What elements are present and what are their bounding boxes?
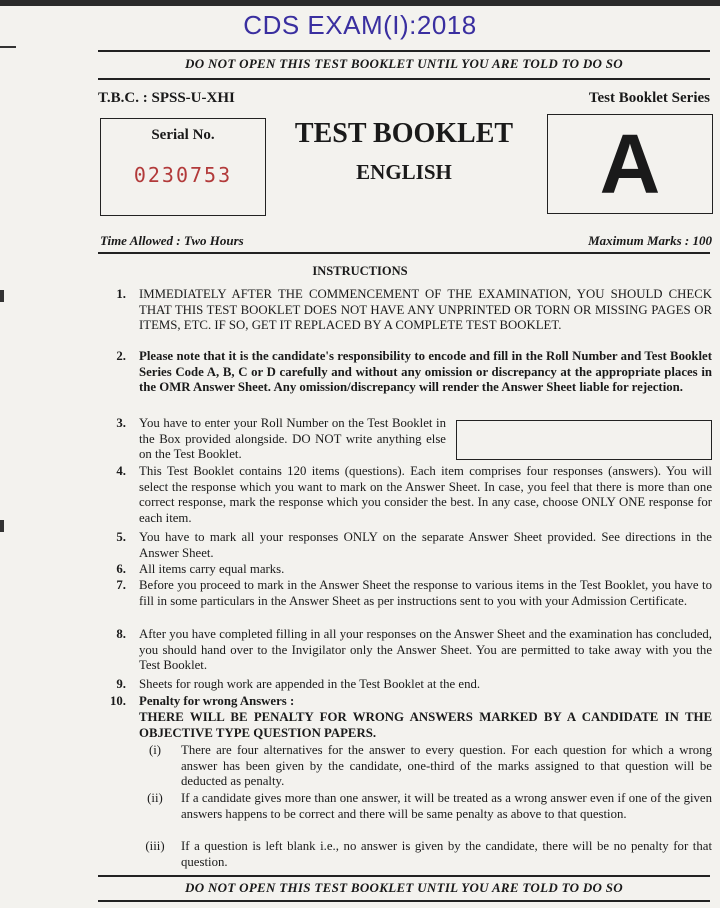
instruction-item xyxy=(98,578,712,626)
item-number: 6. xyxy=(116,562,126,576)
serial-number: 0230753 xyxy=(133,163,233,187)
series-box xyxy=(547,114,713,214)
rule-text: If a question is left blank i.e., no answer is given by the candidate, there will be no penalty for that question. xyxy=(181,839,712,869)
divider xyxy=(98,252,710,254)
divider xyxy=(98,875,710,877)
instruction-item xyxy=(98,677,712,693)
tbc-code: T.B.C. : SPSS-U-XHI xyxy=(98,90,235,106)
serial-box xyxy=(100,118,266,216)
rule-number: (ii) xyxy=(147,791,163,805)
divider xyxy=(98,900,710,902)
rule-number: (iii) xyxy=(145,839,165,853)
serial-label: Serial No. xyxy=(151,127,215,143)
time-allowed: Time Allowed : Two Hours xyxy=(100,233,244,248)
top-warning: DO NOT OPEN THIS TEST BOOKLET UNTIL YOU ARE TOLD TO DO SO xyxy=(185,56,623,71)
item-number: 1. xyxy=(116,287,126,301)
item-number: 2. xyxy=(116,349,126,363)
item-text: You have to enter your Roll Number on the Test Booklet in the Box provided alongside. DO NOT write anything else on the Test Booklet. xyxy=(139,416,446,462)
item-number: 8. xyxy=(116,627,126,641)
instruction-item xyxy=(98,694,712,710)
item-text: Please note that it is the candidate's responsibility to encode and fill in the Roll Number and Test Booklet Series Code A, B, C or D carefully and without any omission or discrepancy at the appropriate places in the OMR Answer Sheet. Any omission/discrepancy will render the Answer Sheet liable for rejection. xyxy=(139,349,712,395)
item-text: You have to mark all your responses ONLY on the separate Answer Sheet provided. See directions in the Answer Sheet. xyxy=(139,530,712,560)
item-text: Before you proceed to mark in the Answer Sheet the response to various items in the Test Booklet, you have to fill in some particulars in the Answer Sheet as per instructions sent to you with your Admission Certificate. xyxy=(139,578,712,608)
penalty-rule xyxy=(139,743,712,791)
margin-mark xyxy=(0,520,4,532)
item-number: 7. xyxy=(116,578,126,592)
rule-text: There are four alternatives for the answer to every question. For each question for which a wrong answer has been given by the candidate, one-third of the marks assigned to that question will be deducted as penalty. xyxy=(181,743,712,789)
margin-mark xyxy=(0,46,16,48)
scan-edge xyxy=(0,0,720,6)
item-text: IMMEDIATELY AFTER THE COMMENCEMENT OF THE EXAMINATION, YOU SHOULD CHECK THAT THIS TEST BOOKLET DOES NOT HAVE ANY UNPRINTED OR TORN OR MISSING PAGES OR ITEMS, ETC. IF SO, GET IT REPLACED BY A COMPLETE TEST BOOKLET. xyxy=(139,287,712,333)
instructions-heading: INSTRUCTIONS xyxy=(312,264,408,278)
bottom-warning: DO NOT OPEN THIS TEST BOOKLET UNTIL YOU ARE TOLD TO DO SO xyxy=(185,880,623,895)
instruction-item xyxy=(98,530,712,562)
item-number: 4. xyxy=(116,464,126,478)
item-number: 10. xyxy=(110,694,126,708)
instruction-item xyxy=(98,349,712,413)
item-text: This Test Booklet contains 120 items (questions). Each item comprises four responses (answers). You will select the response which you want to mark on the Answer Sheet. In case, you feel that there is more than one correct response, mark the response which you consider the best. In any case, choose ONLY ONE response for each item. xyxy=(139,464,712,525)
instruction-item xyxy=(98,562,712,578)
maximum-marks: Maximum Marks : 100 xyxy=(588,233,712,248)
subject: ENGLISH xyxy=(356,160,452,184)
penalty-heading: Penalty for wrong Answers : xyxy=(139,694,295,708)
instruction-item xyxy=(98,464,712,528)
instruction-item xyxy=(98,287,712,351)
penalty-statement xyxy=(98,710,712,742)
item-number: 9. xyxy=(116,677,126,691)
item-text: Sheets for rough work are appended in the Test Booklet at the end. xyxy=(139,677,481,691)
exam-title: CDS EXAM(I):2018 xyxy=(243,10,477,40)
penalty-rule xyxy=(139,791,712,839)
roll-number-box[interactable] xyxy=(456,420,712,460)
item-number: 3. xyxy=(116,416,126,430)
divider xyxy=(98,78,710,80)
rule-text: If a candidate gives more than one answer, it will be treated as a wrong answer even if one of the given answers happens to be correct and there will be same penalty as above to that question. xyxy=(181,791,712,821)
penalty-rule xyxy=(139,839,712,871)
series-label: Test Booklet Series xyxy=(588,90,710,106)
series-letter: A xyxy=(599,117,661,211)
item-text: After you have completed filling in all your responses on the Answer Sheet and the examination has concluded, you should hand over to the Invigilator only the Answer Sheet. You are permitted to take away with you the Test Booklet. xyxy=(139,627,712,673)
instruction-item xyxy=(98,627,712,675)
margin-mark xyxy=(0,290,4,302)
divider xyxy=(98,50,710,52)
item-text: All items carry equal marks. xyxy=(139,562,285,576)
rule-number: (i) xyxy=(148,743,162,757)
instruction-item xyxy=(98,416,446,464)
booklet-title: TEST BOOKLET xyxy=(294,118,514,149)
item-number: 5. xyxy=(116,530,126,544)
item-text: THERE WILL BE PENALTY FOR WRONG ANSWERS MARKED BY A CANDIDATE IN THE OBJECTIVE TYPE QUESTION PAPERS. xyxy=(139,710,712,740)
